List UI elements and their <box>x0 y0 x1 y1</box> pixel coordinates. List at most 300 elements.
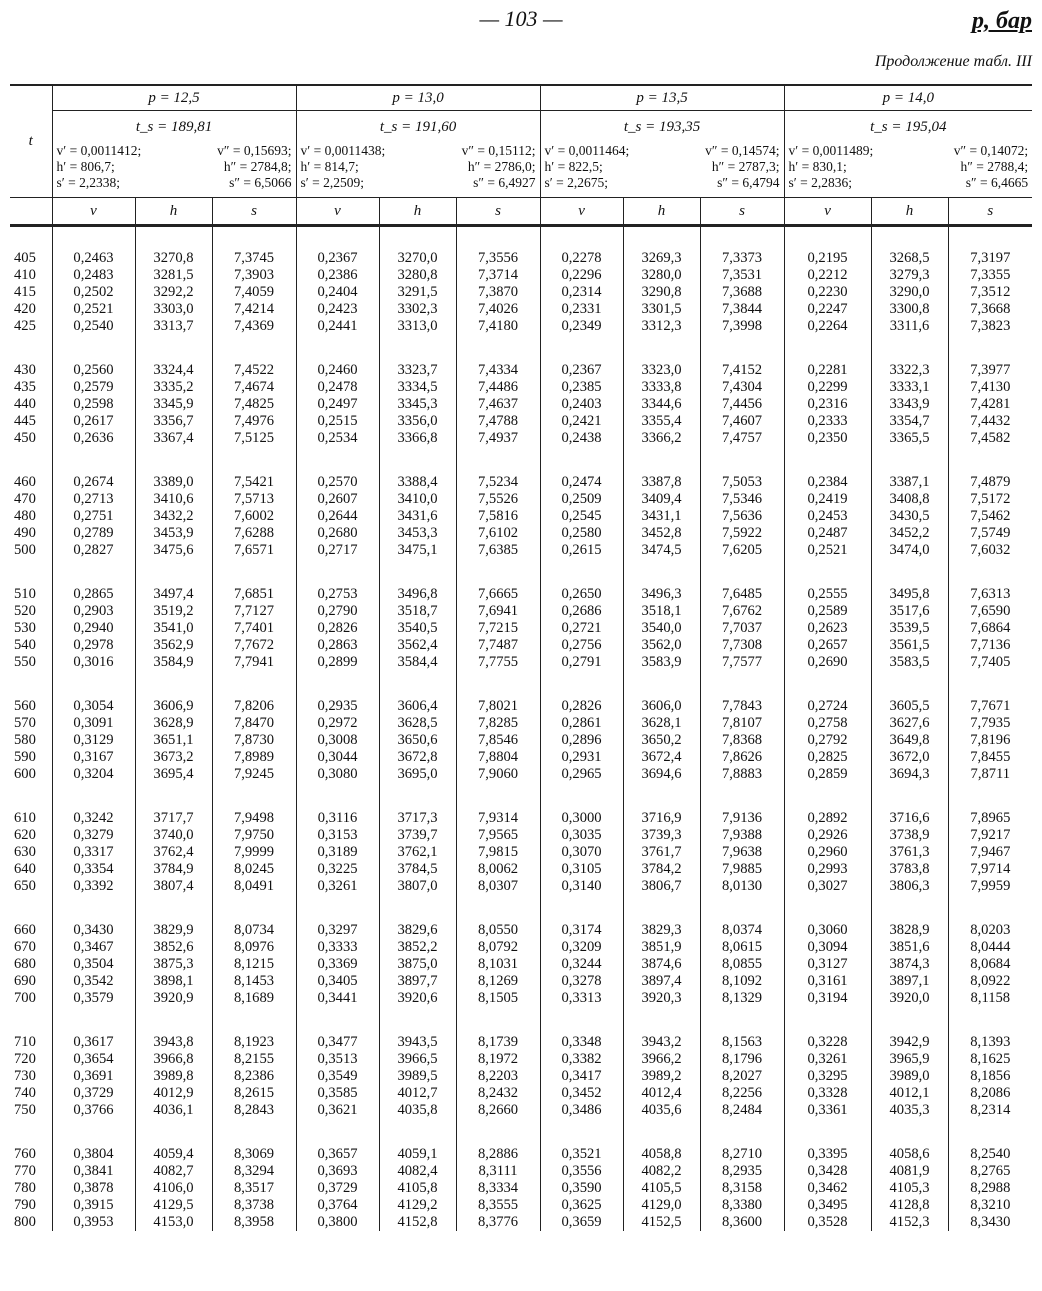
value-cell-v: 0,2509 <box>540 491 623 508</box>
value-cell-s: 7,8804 <box>456 749 540 766</box>
table-row <box>10 379 1032 396</box>
table-row <box>10 603 1032 620</box>
table-row <box>10 1214 1032 1231</box>
value-cell-h: 3717,3 <box>379 810 456 827</box>
value-cell-h: 3345,3 <box>379 396 456 413</box>
value-cell-h: 3333,8 <box>623 379 700 396</box>
value-cell-s: 8,2203 <box>456 1068 540 1085</box>
value-cell-h: 3410,6 <box>135 491 212 508</box>
value-cell-s: 7,6571 <box>212 542 296 559</box>
saturation-data-cell <box>296 111 540 198</box>
value-cell-v: 0,3521 <box>540 1146 623 1163</box>
value-cell-s: 8,0307 <box>456 878 540 895</box>
table-row <box>10 827 1032 844</box>
value-cell-v: 0,2331 <box>540 301 623 318</box>
value-cell-v: 0,2859 <box>784 766 871 783</box>
value-cell-h: 3650,6 <box>379 732 456 749</box>
table-row <box>10 396 1032 413</box>
value-cell-h: 3367,4 <box>135 430 212 447</box>
value-cell-v: 0,2791 <box>540 654 623 671</box>
value-cell-v: 0,2826 <box>540 698 623 715</box>
value-cell-h: 3583,9 <box>623 654 700 671</box>
value-cell-v: 0,2896 <box>540 732 623 749</box>
value-cell-s: 7,4214 <box>212 301 296 318</box>
value-cell-s: 8,2432 <box>456 1085 540 1102</box>
table-continuation-caption: Продолжение табл. III <box>874 53 1032 70</box>
value-cell-h: 3989,8 <box>135 1068 212 1085</box>
value-cell-s: 7,9750 <box>212 827 296 844</box>
value-cell-v: 0,2404 <box>296 284 379 301</box>
value-cell-s: 8,1689 <box>212 990 296 1007</box>
temperature-column-label: t <box>10 85 52 198</box>
value-cell-s: 7,7401 <box>212 620 296 637</box>
table-row <box>10 525 1032 542</box>
value-cell-s: 7,5713 <box>212 491 296 508</box>
value-cell-s: 7,3373 <box>700 250 784 267</box>
value-cell-s: 8,1031 <box>456 956 540 973</box>
value-cell-s: 7,9060 <box>456 766 540 783</box>
value-cell-h: 4035,6 <box>623 1102 700 1119</box>
value-cell-s: 7,3903 <box>212 267 296 284</box>
value-cell-v: 0,2421 <box>540 413 623 430</box>
value-cell-s: 8,1092 <box>700 973 784 990</box>
value-cell-s: 7,9245 <box>212 766 296 783</box>
table-row <box>10 732 1032 749</box>
value-cell-v: 0,3348 <box>540 1034 623 1051</box>
value-cell-h: 3268,5 <box>871 250 948 267</box>
value-cell-v: 0,2617 <box>52 413 135 430</box>
temperature-cell: 405 <box>10 250 52 267</box>
value-cell-s: 8,3517 <box>212 1180 296 1197</box>
value-cell-v: 0,2751 <box>52 508 135 525</box>
value-cell-s: 7,4456 <box>700 396 784 413</box>
value-cell-s: 7,4486 <box>456 379 540 396</box>
value-cell-s: 7,3668 <box>970 301 1011 317</box>
value-cell-h: 3874,6 <box>623 956 700 973</box>
value-cell-h: 3356,7 <box>135 413 212 430</box>
value-cell-v: 0,2419 <box>784 491 871 508</box>
temperature-cell: 410 <box>10 267 52 284</box>
value-cell-s: 7,4130 <box>970 379 1011 395</box>
value-cell-s: 8,2256 <box>700 1085 784 1102</box>
value-cell-v: 0,2758 <box>784 715 871 732</box>
value-cell-s: 7,5172 <box>970 491 1011 507</box>
value-cell-v: 0,3528 <box>784 1214 871 1231</box>
table-row <box>10 1085 1032 1102</box>
value-cell-s: 7,4788 <box>456 413 540 430</box>
value-cell-v: 0,3657 <box>296 1146 379 1163</box>
value-cell-s: 7,9498 <box>212 810 296 827</box>
value-cell-v: 0,3153 <box>296 827 379 844</box>
value-cell-h: 3313,0 <box>379 318 456 335</box>
value-cell-s: 8,1453 <box>212 973 296 990</box>
value-cell-h: 3920,3 <box>623 990 700 1007</box>
value-cell-v: 0,2474 <box>540 474 623 491</box>
value-cell-v: 0,3228 <box>784 1034 871 1051</box>
value-cell-s: 8,1972 <box>456 1051 540 1068</box>
value-cell-s: 8,1393 <box>970 1034 1011 1050</box>
table-row <box>10 844 1032 861</box>
value-cell-h: 3897,4 <box>623 973 700 990</box>
value-cell-v: 0,3729 <box>296 1180 379 1197</box>
value-cell-h: 3966,5 <box>379 1051 456 1068</box>
value-cell-s: 7,6851 <box>212 586 296 603</box>
value-cell-v: 0,2296 <box>540 267 623 284</box>
value-cell-h: 3303,0 <box>135 301 212 318</box>
value-cell-h: 4129,2 <box>379 1197 456 1214</box>
value-cell-v: 0,3915 <box>52 1197 135 1214</box>
temperature-cell: 780 <box>10 1180 52 1197</box>
saturation-enthalpies <box>789 159 1029 175</box>
table-row <box>10 922 1032 939</box>
value-cell-v: 0,3204 <box>52 766 135 783</box>
value-cell-v: 0,2580 <box>540 525 623 542</box>
value-cell-s: 8,3294 <box>212 1163 296 1180</box>
value-cell-h: 3497,4 <box>135 586 212 603</box>
column-label-h: h <box>871 198 948 226</box>
value-cell-v: 0,2931 <box>540 749 623 766</box>
value-cell-v: 0,3361 <box>784 1102 871 1119</box>
value-cell-h: 3475,6 <box>135 542 212 559</box>
table-row <box>10 301 1032 318</box>
value-cell-h: 3389,0 <box>135 474 212 491</box>
value-cell-s: 8,0855 <box>700 956 784 973</box>
temperature-cell: 440 <box>10 396 52 413</box>
value-cell-s: 8,0491 <box>212 878 296 895</box>
value-cell-s: 8,2314 <box>970 1102 1011 1118</box>
table-row <box>10 508 1032 525</box>
value-cell-h: 3852,6 <box>135 939 212 956</box>
saturated-liquid-value: v′ = 0,0011464; <box>544 143 630 158</box>
value-cell-s: 7,5922 <box>700 525 784 542</box>
value-cell-s: 8,3555 <box>456 1197 540 1214</box>
value-cell-v: 0,2247 <box>784 301 871 318</box>
value-cell-h: 3897,7 <box>379 973 456 990</box>
saturated-liquid-value: h′ = 814,7; <box>300 159 359 174</box>
temperature-cell: 550 <box>10 654 52 671</box>
temperature-cell: 425 <box>10 318 52 335</box>
saturated-vapor-value: h″ = 2786,0; <box>467 159 536 174</box>
value-cell-v: 0,3691 <box>52 1068 135 1085</box>
value-cell-v: 0,3328 <box>784 1085 871 1102</box>
value-cell-v: 0,3800 <box>296 1214 379 1231</box>
saturated-vapor-value: h″ = 2784,8; <box>223 159 292 174</box>
table-row <box>10 637 1032 654</box>
table-row <box>10 620 1032 637</box>
value-cell-s: 7,7136 <box>970 637 1011 653</box>
value-cell-h: 3344,6 <box>623 396 700 413</box>
value-cell-v: 0,3477 <box>296 1034 379 1051</box>
saturated-vapor-value: s″ = 6,4927 <box>473 175 536 190</box>
value-cell-h: 3517,6 <box>871 603 948 620</box>
table-row <box>10 318 1032 335</box>
value-cell-v: 0,2441 <box>296 318 379 335</box>
saturation-volumes <box>301 143 536 159</box>
saturation-entropies <box>57 175 292 191</box>
value-cell-s: 7,6864 <box>970 620 1011 636</box>
value-cell-h: 4012,9 <box>135 1085 212 1102</box>
temperature-cell: 520 <box>10 603 52 620</box>
value-cell-s: 7,4825 <box>212 396 296 413</box>
value-cell-v: 0,3054 <box>52 698 135 715</box>
table-row <box>10 654 1032 671</box>
table-row <box>10 430 1032 447</box>
value-cell-v: 0,2438 <box>540 430 623 447</box>
saturation-entropies <box>301 175 536 191</box>
value-cell-v: 0,3225 <box>296 861 379 878</box>
value-cell-h: 3874,3 <box>871 956 948 973</box>
value-cell-h: 3606,9 <box>135 698 212 715</box>
saturation-entropies <box>789 175 1029 191</box>
value-cell-v: 0,3127 <box>784 956 871 973</box>
value-cell-h: 3851,6 <box>871 939 948 956</box>
value-cell-s: 7,8546 <box>456 732 540 749</box>
value-cell-h: 3672,0 <box>871 749 948 766</box>
temperature-cell: 800 <box>10 1214 52 1231</box>
value-cell-v: 0,2926 <box>784 827 871 844</box>
saturated-liquid-value: h′ = 830,1; <box>788 159 847 174</box>
value-cell-h: 3301,5 <box>623 301 700 318</box>
value-cell-h: 4036,1 <box>135 1102 212 1119</box>
value-cell-v: 0,2367 <box>540 362 623 379</box>
value-cell-h: 3628,5 <box>379 715 456 732</box>
table-row <box>10 973 1032 990</box>
value-cell-h: 3387,8 <box>623 474 700 491</box>
value-cell-s: 7,4607 <box>700 413 784 430</box>
value-cell-s: 8,1158 <box>970 990 1011 1006</box>
value-cell-s: 7,7843 <box>700 698 784 715</box>
value-cell-s: 7,4937 <box>456 430 540 447</box>
value-cell-s: 7,3844 <box>700 301 784 318</box>
value-cell-v: 0,3467 <box>52 939 135 956</box>
value-cell-v: 0,2903 <box>52 603 135 620</box>
value-cell-v: 0,3008 <box>296 732 379 749</box>
value-cell-h: 3806,3 <box>871 878 948 895</box>
value-cell-v: 0,2487 <box>784 525 871 542</box>
value-cell-h: 4129,5 <box>135 1197 212 1214</box>
value-cell-s: 8,2086 <box>970 1085 1011 1101</box>
value-cell-v: 0,3044 <box>296 749 379 766</box>
value-cell-v: 0,2333 <box>784 413 871 430</box>
table-row <box>10 698 1032 715</box>
value-cell-v: 0,2545 <box>540 508 623 525</box>
value-cell-h: 3539,5 <box>871 620 948 637</box>
saturated-vapor-value: s″ = 6,5066 <box>229 175 292 190</box>
value-cell-h: 3672,4 <box>623 749 700 766</box>
value-cell-s: 7,9136 <box>700 810 784 827</box>
value-cell-v: 0,2965 <box>540 766 623 783</box>
table-row <box>10 267 1032 284</box>
value-cell-s: 7,8989 <box>212 749 296 766</box>
value-cell-h: 3474,5 <box>623 542 700 559</box>
value-cell-s: 7,4637 <box>456 396 540 413</box>
value-cell-v: 0,3766 <box>52 1102 135 1119</box>
value-cell-v: 0,3953 <box>52 1214 135 1231</box>
value-cell-h: 3649,8 <box>871 732 948 749</box>
value-cell-h: 3739,7 <box>379 827 456 844</box>
value-cell-h: 3942,9 <box>871 1034 948 1051</box>
value-cell-s: 7,5346 <box>700 491 784 508</box>
value-cell-h: 3897,1 <box>871 973 948 990</box>
value-cell-v: 0,2540 <box>52 318 135 335</box>
value-cell-s: 7,7935 <box>970 715 1011 731</box>
value-cell-h: 3989,0 <box>871 1068 948 1085</box>
value-cell-s: 7,6288 <box>212 525 296 542</box>
value-cell-h: 3269,3 <box>623 250 700 267</box>
temperature-cell: 720 <box>10 1051 52 1068</box>
temperature-cell: 750 <box>10 1102 52 1119</box>
value-cell-s: 7,8730 <box>212 732 296 749</box>
value-cell-h: 3495,8 <box>871 586 948 603</box>
value-cell-s: 8,1923 <box>212 1034 296 1051</box>
temperature-cell: 470 <box>10 491 52 508</box>
value-cell-h: 3409,4 <box>623 491 700 508</box>
row-group-spacer <box>10 335 1032 362</box>
value-cell-s: 7,8107 <box>700 715 784 732</box>
value-cell-h: 3496,3 <box>623 586 700 603</box>
saturation-enthalpies <box>301 159 536 175</box>
temperature-cell: 600 <box>10 766 52 783</box>
value-cell-h: 3806,7 <box>623 878 700 895</box>
value-cell-h: 4129,0 <box>623 1197 700 1214</box>
value-cell-v: 0,3242 <box>52 810 135 827</box>
value-cell-v: 0,2314 <box>540 284 623 301</box>
value-cell-v: 0,2721 <box>540 620 623 637</box>
value-cell-s: 7,7672 <box>212 637 296 654</box>
value-cell-v: 0,3382 <box>540 1051 623 1068</box>
value-cell-v: 0,2724 <box>784 698 871 715</box>
value-cell-s: 8,3600 <box>700 1214 784 1231</box>
value-cell-h: 3292,2 <box>135 284 212 301</box>
row-group-spacer <box>10 1119 1032 1146</box>
value-cell-h: 3432,2 <box>135 508 212 525</box>
temperature-cell: 560 <box>10 698 52 715</box>
table-row <box>10 250 1032 267</box>
value-cell-h: 3783,8 <box>871 861 948 878</box>
row-group-spacer <box>10 226 1032 251</box>
value-cell-h: 3651,1 <box>135 732 212 749</box>
value-cell-s: 8,2660 <box>456 1102 540 1119</box>
value-cell-v: 0,3513 <box>296 1051 379 1068</box>
value-cell-v: 0,3317 <box>52 844 135 861</box>
column-label-h: h <box>379 198 456 226</box>
value-cell-v: 0,3430 <box>52 922 135 939</box>
value-cell-s: 8,2988 <box>970 1180 1011 1196</box>
saturated-liquid-value: s′ = 2,2836; <box>788 175 852 190</box>
value-cell-v: 0,2384 <box>784 474 871 491</box>
value-cell-v: 0,2598 <box>52 396 135 413</box>
temperature-cell: 740 <box>10 1085 52 1102</box>
value-cell-v: 0,3417 <box>540 1068 623 1085</box>
temperature-cell: 420 <box>10 301 52 318</box>
column-label-s: s <box>700 198 784 226</box>
value-cell-h: 3562,0 <box>623 637 700 654</box>
value-cell-s: 7,3998 <box>700 318 784 335</box>
value-cell-s: 7,4369 <box>212 318 296 335</box>
value-cell-v: 0,2350 <box>784 430 871 447</box>
value-cell-s: 7,3977 <box>970 362 1011 378</box>
steam-properties-table-container <box>10 84 1032 1231</box>
value-cell-s: 7,4281 <box>970 396 1011 412</box>
value-cell-v: 0,3625 <box>540 1197 623 1214</box>
value-cell-s: 8,0922 <box>970 973 1011 989</box>
value-cell-s: 7,4879 <box>970 474 1011 490</box>
value-cell-s: 7,7308 <box>700 637 784 654</box>
value-cell-v: 0,2972 <box>296 715 379 732</box>
value-cell-h: 3453,9 <box>135 525 212 542</box>
value-cell-h: 4152,3 <box>871 1214 948 1231</box>
value-cell-h: 4128,8 <box>871 1197 948 1214</box>
value-cell-s: 7,5636 <box>700 508 784 525</box>
column-label-s: s <box>456 198 540 226</box>
temperature-column-spacer <box>10 198 52 226</box>
temperature-cell: 770 <box>10 1163 52 1180</box>
value-cell-s: 7,3714 <box>456 267 540 284</box>
value-cell-h: 3829,9 <box>135 922 212 939</box>
row-group-spacer <box>10 559 1032 586</box>
value-cell-s: 7,3688 <box>700 284 784 301</box>
value-cell-s: 7,8368 <box>700 732 784 749</box>
value-cell-h: 3784,2 <box>623 861 700 878</box>
saturated-vapor-value: v″ = 0,15693; <box>217 143 292 158</box>
value-cell-v: 0,3392 <box>52 878 135 895</box>
value-cell-v: 0,3129 <box>52 732 135 749</box>
saturated-vapor-value: v″ = 0,14072; <box>953 143 1029 158</box>
value-cell-h: 3761,7 <box>623 844 700 861</box>
value-cell-h: 4082,7 <box>135 1163 212 1180</box>
value-cell-v: 0,3094 <box>784 939 871 956</box>
value-cell-v: 0,2555 <box>784 586 871 603</box>
value-cell-v: 0,3105 <box>540 861 623 878</box>
value-cell-v: 0,3080 <box>296 766 379 783</box>
value-cell-v: 0,3297 <box>296 922 379 939</box>
value-cell-h: 3356,0 <box>379 413 456 430</box>
value-cell-h: 3300,8 <box>871 301 948 318</box>
value-cell-s: 7,4180 <box>456 318 540 335</box>
saturated-vapor-value: s″ = 6,4665 <box>965 175 1029 190</box>
value-cell-s: 7,9388 <box>700 827 784 844</box>
value-cell-h: 3943,8 <box>135 1034 212 1051</box>
value-cell-h: 3943,2 <box>623 1034 700 1051</box>
value-cell-v: 0,3504 <box>52 956 135 973</box>
value-cell-v: 0,2570 <box>296 474 379 491</box>
value-cell-v: 0,3209 <box>540 939 623 956</box>
saturation-temperature: t_s = 189,81 <box>135 119 213 135</box>
value-cell-h: 3762,4 <box>135 844 212 861</box>
value-cell-s: 7,9638 <box>700 844 784 861</box>
temperature-cell: 680 <box>10 956 52 973</box>
value-cell-s: 7,5816 <box>456 508 540 525</box>
column-label-s: s <box>212 198 296 226</box>
value-cell-v: 0,3659 <box>540 1214 623 1231</box>
value-cell-h: 3562,9 <box>135 637 212 654</box>
value-cell-h: 3584,9 <box>135 654 212 671</box>
value-cell-v: 0,2385 <box>540 379 623 396</box>
value-cell-v: 0,2657 <box>784 637 871 654</box>
value-cell-s: 8,0444 <box>970 939 1011 955</box>
saturation-volumes <box>57 143 292 159</box>
value-cell-s: 7,3823 <box>970 318 1011 334</box>
value-cell-h: 3695,0 <box>379 766 456 783</box>
value-cell-h: 3324,4 <box>135 362 212 379</box>
value-cell-h: 3694,6 <box>623 766 700 783</box>
value-cell-s: 7,9217 <box>970 827 1011 843</box>
value-cell-h: 4012,4 <box>623 1085 700 1102</box>
value-cell-s: 7,3512 <box>970 284 1011 300</box>
temperature-cell: 710 <box>10 1034 52 1051</box>
temperature-cell: 730 <box>10 1068 52 1085</box>
value-cell-s: 8,1625 <box>970 1051 1011 1067</box>
